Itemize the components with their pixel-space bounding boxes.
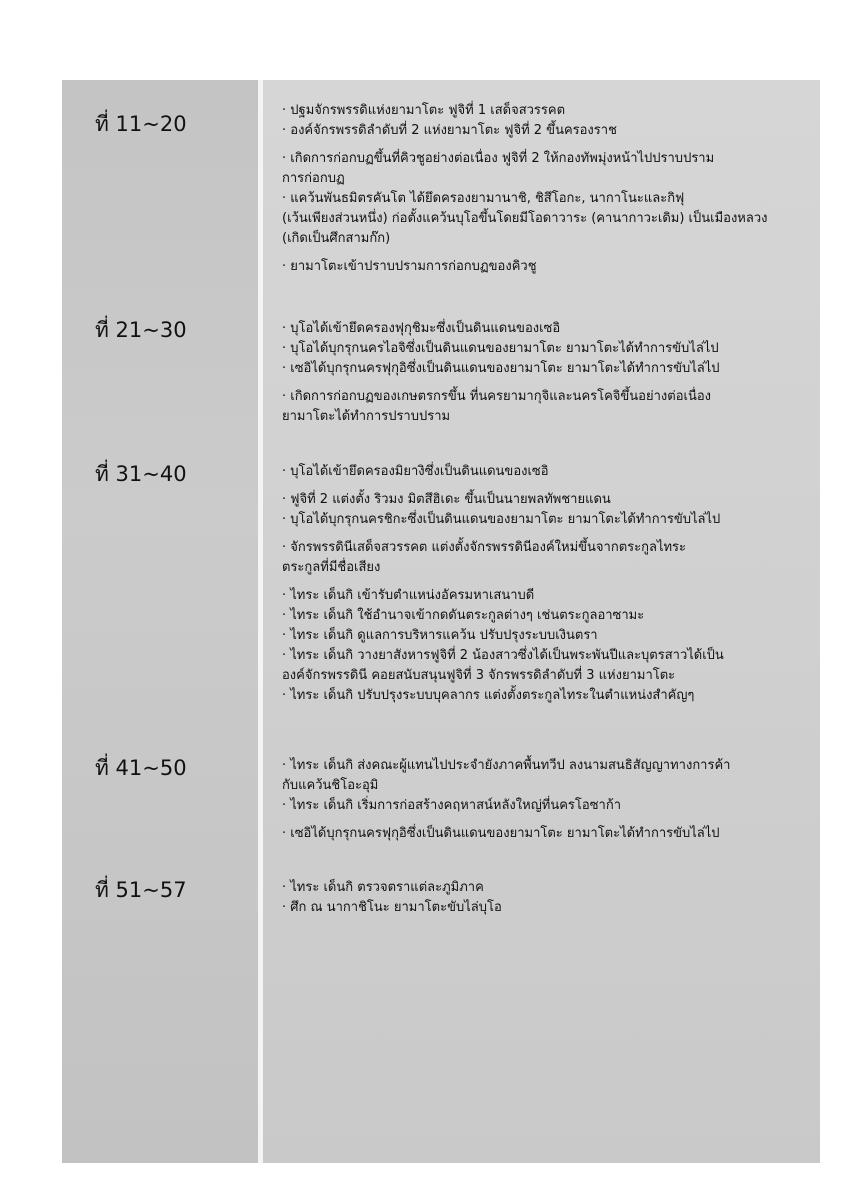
event-line: · ไทระ เด็นกิ ปรับปรุงระบบบุคลากร แต่งตั้งตระกูลไทระในตำแหน่งสำคัญๆ xyxy=(282,688,695,703)
event-line: (เว้นเพียงส่วนหนึ่ง) ก่อตั้งแคว้นบุโอขึ้นโดยมีโอดาวาระ (คานากาวะเดิม) เป็นเมืองหลวง xyxy=(282,211,768,226)
event-line: · บุโอได้บุกรุกนครชิกะซึ่งเป็นดินแดนของยามาโตะ ยามาโตะได้ทำการขับไล่ไป xyxy=(282,512,721,527)
event-line: · ไทระ เด็นกิ วางยาสังหารฟูจิที่ 2 น้องสาวซึ่งได้เป็นพระพันปีและบุตรสาวได้เป็น xyxy=(282,648,724,663)
event-line: · เกิดการก่อกบฏขึ้นที่คิวชูอย่างต่อเนื่อง ฟูจิที่ 2 ให้กองทัพมุ่งหน้าไปปราบปราม xyxy=(282,151,715,166)
event-line: · บุโอได้เข้ายึดครองฟุกุชิมะซึ่งเป็นดินแดนของเซอิ xyxy=(282,321,561,336)
event-line: · แคว้นพันธมิตรคันโต ได้ยึดครองยามานาชิ, ชิสึโอกะ, นากาโนะและกิฟุ xyxy=(282,191,685,206)
period-label: ที่ 41~50 xyxy=(95,756,187,780)
event-line: · ไทระ เด็นกิ เข้ารับตำแหน่งอัครมหาเสนาบดี xyxy=(282,588,535,603)
events-section xyxy=(282,319,817,427)
event-line: · ไทระ เด็นกิ ใช้อำนาจเข้ากดดันตระกูลต่างๆ เช่นตระกูลอาซามะ xyxy=(282,608,645,623)
event-line: · ไทระ เด็นกิ ดูแลการบริหารแคว้น ปรับปรุงระบบเงินตรา xyxy=(282,628,598,643)
event-group xyxy=(282,756,817,816)
event-group xyxy=(282,257,817,277)
event-line: การก่อกบฏ xyxy=(282,171,345,186)
events-section xyxy=(282,101,817,277)
event-line: กับแคว้นชิโอะอุมิ xyxy=(282,778,379,793)
event-group xyxy=(282,878,817,918)
event-line: · เซอิได้บุกรุกนครฟุกุอิซึ่งเป็นดินแดนของยามาโตะ ยามาโตะได้ทำการขับไล่ไป xyxy=(282,826,720,841)
period-label: ที่ 21~30 xyxy=(95,318,187,342)
event-line: · จักรพรรดินีเสด็จสวรรคต แต่งตั้งจักรพรรดินีองค์ใหม่ขึ้นจากตระกูลไทระ xyxy=(282,540,687,555)
event-group xyxy=(282,149,817,249)
events-section xyxy=(282,756,817,844)
event-line: · ไทระ เด็นกิ ส่งคณะผู้แทนไปประจำยังภาคพื้นทวีป ลงนามสนธิสัญญาทางการค้า xyxy=(282,758,731,773)
event-line: · ฟูจิที่ 2 แต่งตั้ง ริวมง มิตสึฮิเดะ ขึ้นเป็นนายพลทัพชายแดน xyxy=(282,492,611,507)
period-label: ที่ 51~57 xyxy=(95,878,187,902)
period-label: ที่ 31~40 xyxy=(95,462,187,486)
event-line: · บุโอได้บุกรุกนครไอจิซึ่งเป็นดินแดนของยามาโตะ ยามาโตะได้ทำการขับไล่ไป xyxy=(282,341,719,356)
period-column xyxy=(62,80,258,1163)
event-group xyxy=(282,101,817,141)
event-line: · องค์จักรพรรดิลำดับที่ 2 แห่งยามาโตะ ฟูจิที่ 2 ขึ้นครองราช xyxy=(282,123,617,138)
event-line: (เกิดเป็นศึกสามก๊ก) xyxy=(282,231,391,246)
event-group xyxy=(282,824,817,844)
event-line: ยามาโตะได้ทำการปราบปราม xyxy=(282,409,451,424)
event-line: ตระกูลที่มีชื่อเสียง xyxy=(282,560,381,575)
event-line: · ไทระ เด็นกิ ตรวจตราแต่ละภูมิภาค xyxy=(282,880,484,895)
events-section xyxy=(282,878,817,918)
event-group xyxy=(282,586,817,706)
event-group xyxy=(282,490,817,530)
period-label: ที่ 11~20 xyxy=(95,112,187,136)
event-line: · ไทระ เด็นกิ เริ่มการก่อสร้างคฤหาสน์หลังใหญ่ที่นครโอซาก้า xyxy=(282,798,621,813)
event-group xyxy=(282,319,817,379)
event-line: · บุโอได้เข้ายึดครองมิยางิซึ่งเป็นดินแดนของเซอิ xyxy=(282,464,549,479)
events-section xyxy=(282,462,817,706)
event-line: องค์จักรพรรดินี คอยสนับสนุนฟูจิที่ 3 จักรพรรดิลำดับที่ 3 แห่งยามาโตะ xyxy=(282,668,676,683)
event-group xyxy=(282,538,817,578)
event-group xyxy=(282,387,817,427)
event-line: · ศึก ณ นากาชิโนะ ยามาโตะขับไล่บุโอ xyxy=(282,900,502,915)
event-line: · เกิดการก่อกบฏของเกษตรกรขึ้น ที่นครยามากุจิและนครโคจิขึ้นอย่างต่อเนื่อง xyxy=(282,389,711,404)
event-group xyxy=(282,462,817,482)
event-line: · ปฐมจักรพรรดิแห่งยามาโตะ ฟูจิที่ 1 เสด็จสวรรคต xyxy=(282,103,566,118)
event-line: · ยามาโตะเข้าปราบปรามการก่อกบฏของคิวชู xyxy=(282,259,537,274)
event-line: · เซอิได้บุกรุกนครฟุกุอิซึ่งเป็นดินแดนของยามาโตะ ยามาโตะได้ทำการขับไล่ไป xyxy=(282,361,720,376)
